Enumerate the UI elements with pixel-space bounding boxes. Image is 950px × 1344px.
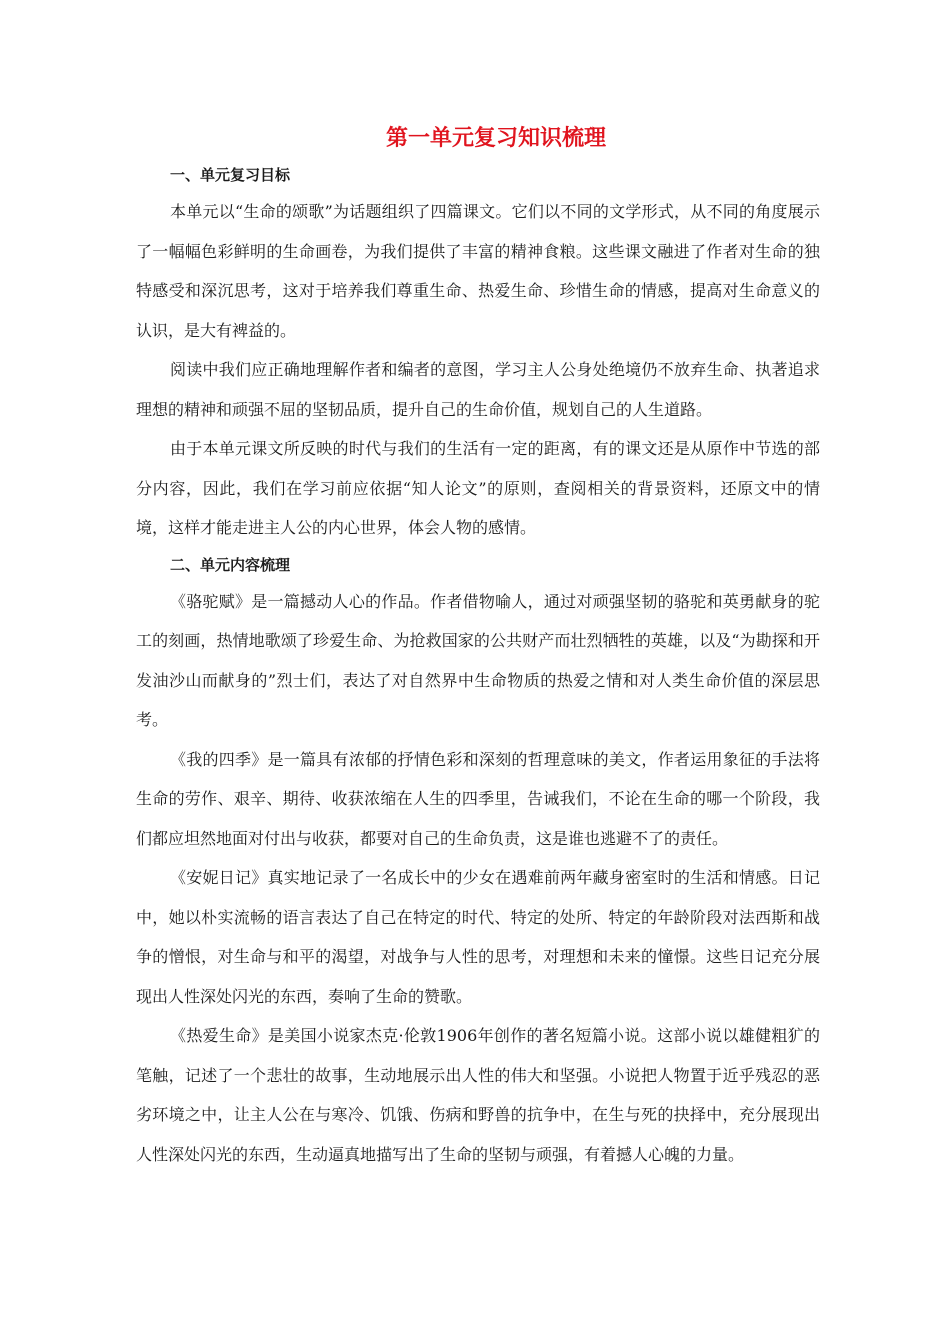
section-heading-goals: 一、单元复习目标 — [170, 166, 291, 184]
paragraph: 本单元以“生命的颂歌”为话题组织了四篇课文。它们以不同的文学形式，从不同的角度展示了一幅幅色彩鲜明的生命画卷，为我们提供了丰富的精神食粮。这些课文融进了作者对生命的独特感受和深沉思考，这对于培养我们尊重生命、热爱生命、珍惜生命的情感，提高对生命意义的认识，是大有裨益的。 — [136, 202, 820, 340]
document-page — [136, 118, 820, 1174]
paragraph: 由于本单元课文所反映的时代与我们的生活有一定的距离，有的课文还是从原作中节选的部分内容，因此，我们在学习前应依据“知人论文”的原则，查阅相关的背景资料，还原文中的情境，这样才能走进主人公的内心世界，体会人物的感情。 — [136, 439, 820, 537]
paragraph: 《骆驼赋》是一篇撼动人心的作品。作者借物喻人，通过对顽强坚韧的骆驼和英勇献身的驼工的刻画，热情地歌颂了珍爱生命、为抢救国家的公共财产而壮烈牺牲的英雄，以及“为勘探和开发油沙山而献身的”烈士们，表达了对自然界中生命物质的热爱之情和对人类生命价值的深层思考。 — [136, 591, 820, 729]
document-title: 第一单元复习知识梳理 — [385, 125, 606, 151]
paragraph: 《热爱生命》是美国小说家杰克·伦敦1906年创作的著名短篇小说。这部小说以雄健粗犷的笔触，记述了一个悲壮的故事，生动地展示出人性的伟大和坚强。小说把人物置于近乎残忍的恶劣环境之中，让主人公在与寒冷、饥饿、伤病和野兽的抗争中，在生与死的抉择中，充分展现出人性深处闪光的东西，生动逼真地描写出了生命的坚韧与顽强，有着撼人心魄的力量。 — [136, 1026, 820, 1164]
paragraph: 《安妮日记》真实地记录了一名成长中的少女在遇难前两年藏身密室时的生活和情感。日记中，她以朴实流畅的语言表达了自己在特定的时代、特定的处所、特定的年龄阶段对法西斯和战争的憎恨，对生命与和平的渴望，对战争与人性的思考，对理想和未来的憧憬。这些日记充分展现出人性深处闪光的东西，奏响了生命的赞歌。 — [136, 868, 820, 1006]
paragraph: 《我的四季》是一篇具有浓郁的抒情色彩和深刻的哲理意味的美文，作者运用象征的手法将生命的劳作、艰辛、期待、收获浓缩在人生的四季里，告诫我们，不论在生命的哪一个阶段，我们都应坦然地面对付出与收获，都要对自己的生命负责，这是谁也逃避不了的责任。 — [136, 749, 820, 848]
paragraph: 阅读中我们应正确地理解作者和编者的意图，学习主人公身处绝境仍不放弃生命、执著追求理想的精神和顽强不屈的坚韧品质，提升自己的生命价值，规划自己的人生道路。 — [136, 360, 820, 419]
section-heading-content: 二、单元内容梳理 — [170, 555, 291, 574]
